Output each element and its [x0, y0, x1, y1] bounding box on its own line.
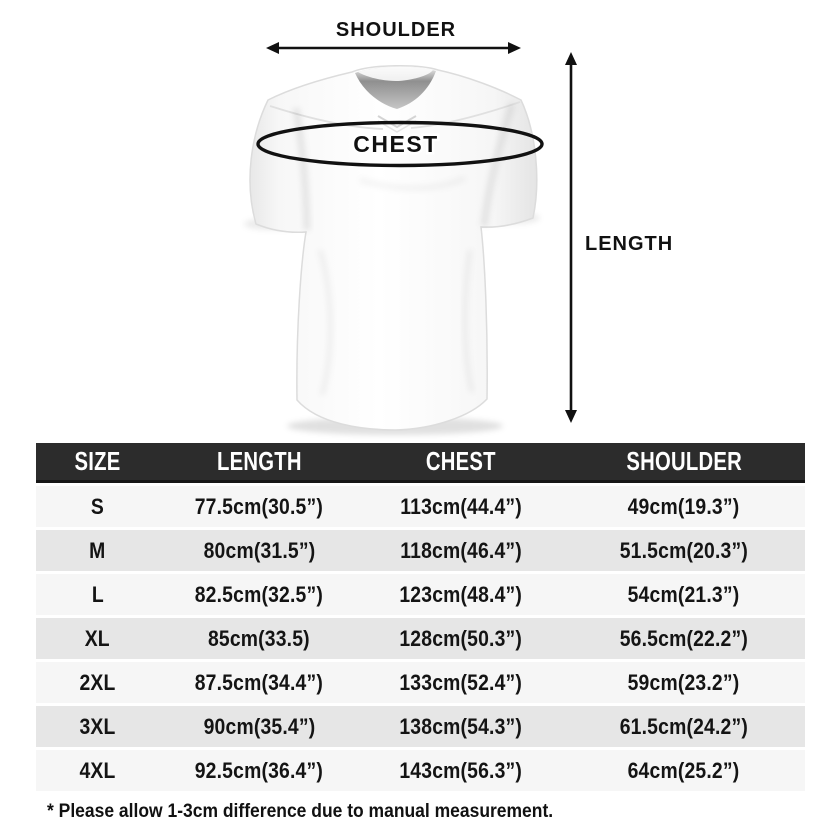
cell-length: 85cm(33.5) — [208, 625, 310, 651]
cell-length: 77.5cm(30.5”) — [194, 493, 324, 519]
cell-length: 80cm(31.5”) — [203, 537, 315, 563]
cell-chest: 123cm(48.4”) — [399, 581, 523, 607]
header-length — [159, 443, 359, 480]
header-shoulder-label: SHOULDER — [626, 446, 742, 476]
table-row-3xl — [36, 706, 805, 747]
shoulder-arrow — [266, 42, 521, 54]
cell-length: 90cm(35.4”) — [203, 713, 315, 739]
table-row-xl — [36, 618, 805, 659]
length-arrow — [565, 52, 577, 423]
cell-shoulder: 64cm(25.2”) — [628, 757, 740, 783]
table-row-s — [36, 486, 805, 527]
cell-size: 4XL — [79, 757, 116, 783]
chest-label: CHEST — [353, 131, 439, 157]
table-header-row — [36, 443, 805, 483]
header-length-label: LENGTH — [216, 446, 302, 476]
cell-size: 2XL — [79, 669, 116, 695]
cell-shoulder: 54cm(21.3”) — [628, 581, 740, 607]
cell-chest: 138cm(54.3”) — [399, 713, 523, 739]
cell-length: 92.5cm(36.4”) — [194, 757, 324, 783]
shirt-illustration — [250, 66, 537, 430]
header-shoulder — [563, 443, 805, 480]
cell-chest: 128cm(50.3”) — [399, 625, 523, 651]
cell-length: 87.5cm(34.4”) — [194, 669, 324, 695]
header-size-label: SIZE — [74, 446, 121, 476]
cell-chest: 118cm(46.4”) — [400, 537, 522, 563]
cell-shoulder: 49cm(19.3”) — [628, 493, 740, 519]
table-row-4xl — [36, 750, 805, 791]
table-row-l — [36, 574, 805, 615]
cell-chest: 113cm(44.4”) — [400, 493, 522, 519]
cell-length: 82.5cm(32.5”) — [194, 581, 324, 607]
cell-shoulder: 51.5cm(20.3”) — [619, 537, 748, 563]
table-row-m — [36, 530, 805, 571]
cell-shoulder: 56.5cm(22.2”) — [619, 625, 748, 651]
cell-chest: 143cm(56.3”) — [399, 757, 523, 783]
cell-size: XL — [84, 625, 111, 651]
cell-chest: 133cm(52.4”) — [399, 669, 523, 695]
length-label: LENGTH — [585, 233, 674, 255]
cell-size: 3XL — [79, 713, 116, 739]
cell-size: L — [91, 581, 104, 607]
header-chest — [359, 443, 563, 480]
table-row-2xl — [36, 662, 805, 703]
measurement-note: * Please allow 1-3cm difference due to manual measurement. — [47, 801, 554, 822]
cell-size: S — [90, 493, 105, 519]
shoulder-label: SHOULDER — [335, 19, 457, 41]
cell-shoulder: 59cm(23.2”) — [628, 669, 740, 695]
size-table — [36, 443, 805, 791]
cell-shoulder: 61.5cm(24.2”) — [619, 713, 748, 739]
header-size — [36, 443, 159, 480]
cell-size: M — [89, 537, 106, 563]
header-chest-label: CHEST — [425, 446, 496, 476]
